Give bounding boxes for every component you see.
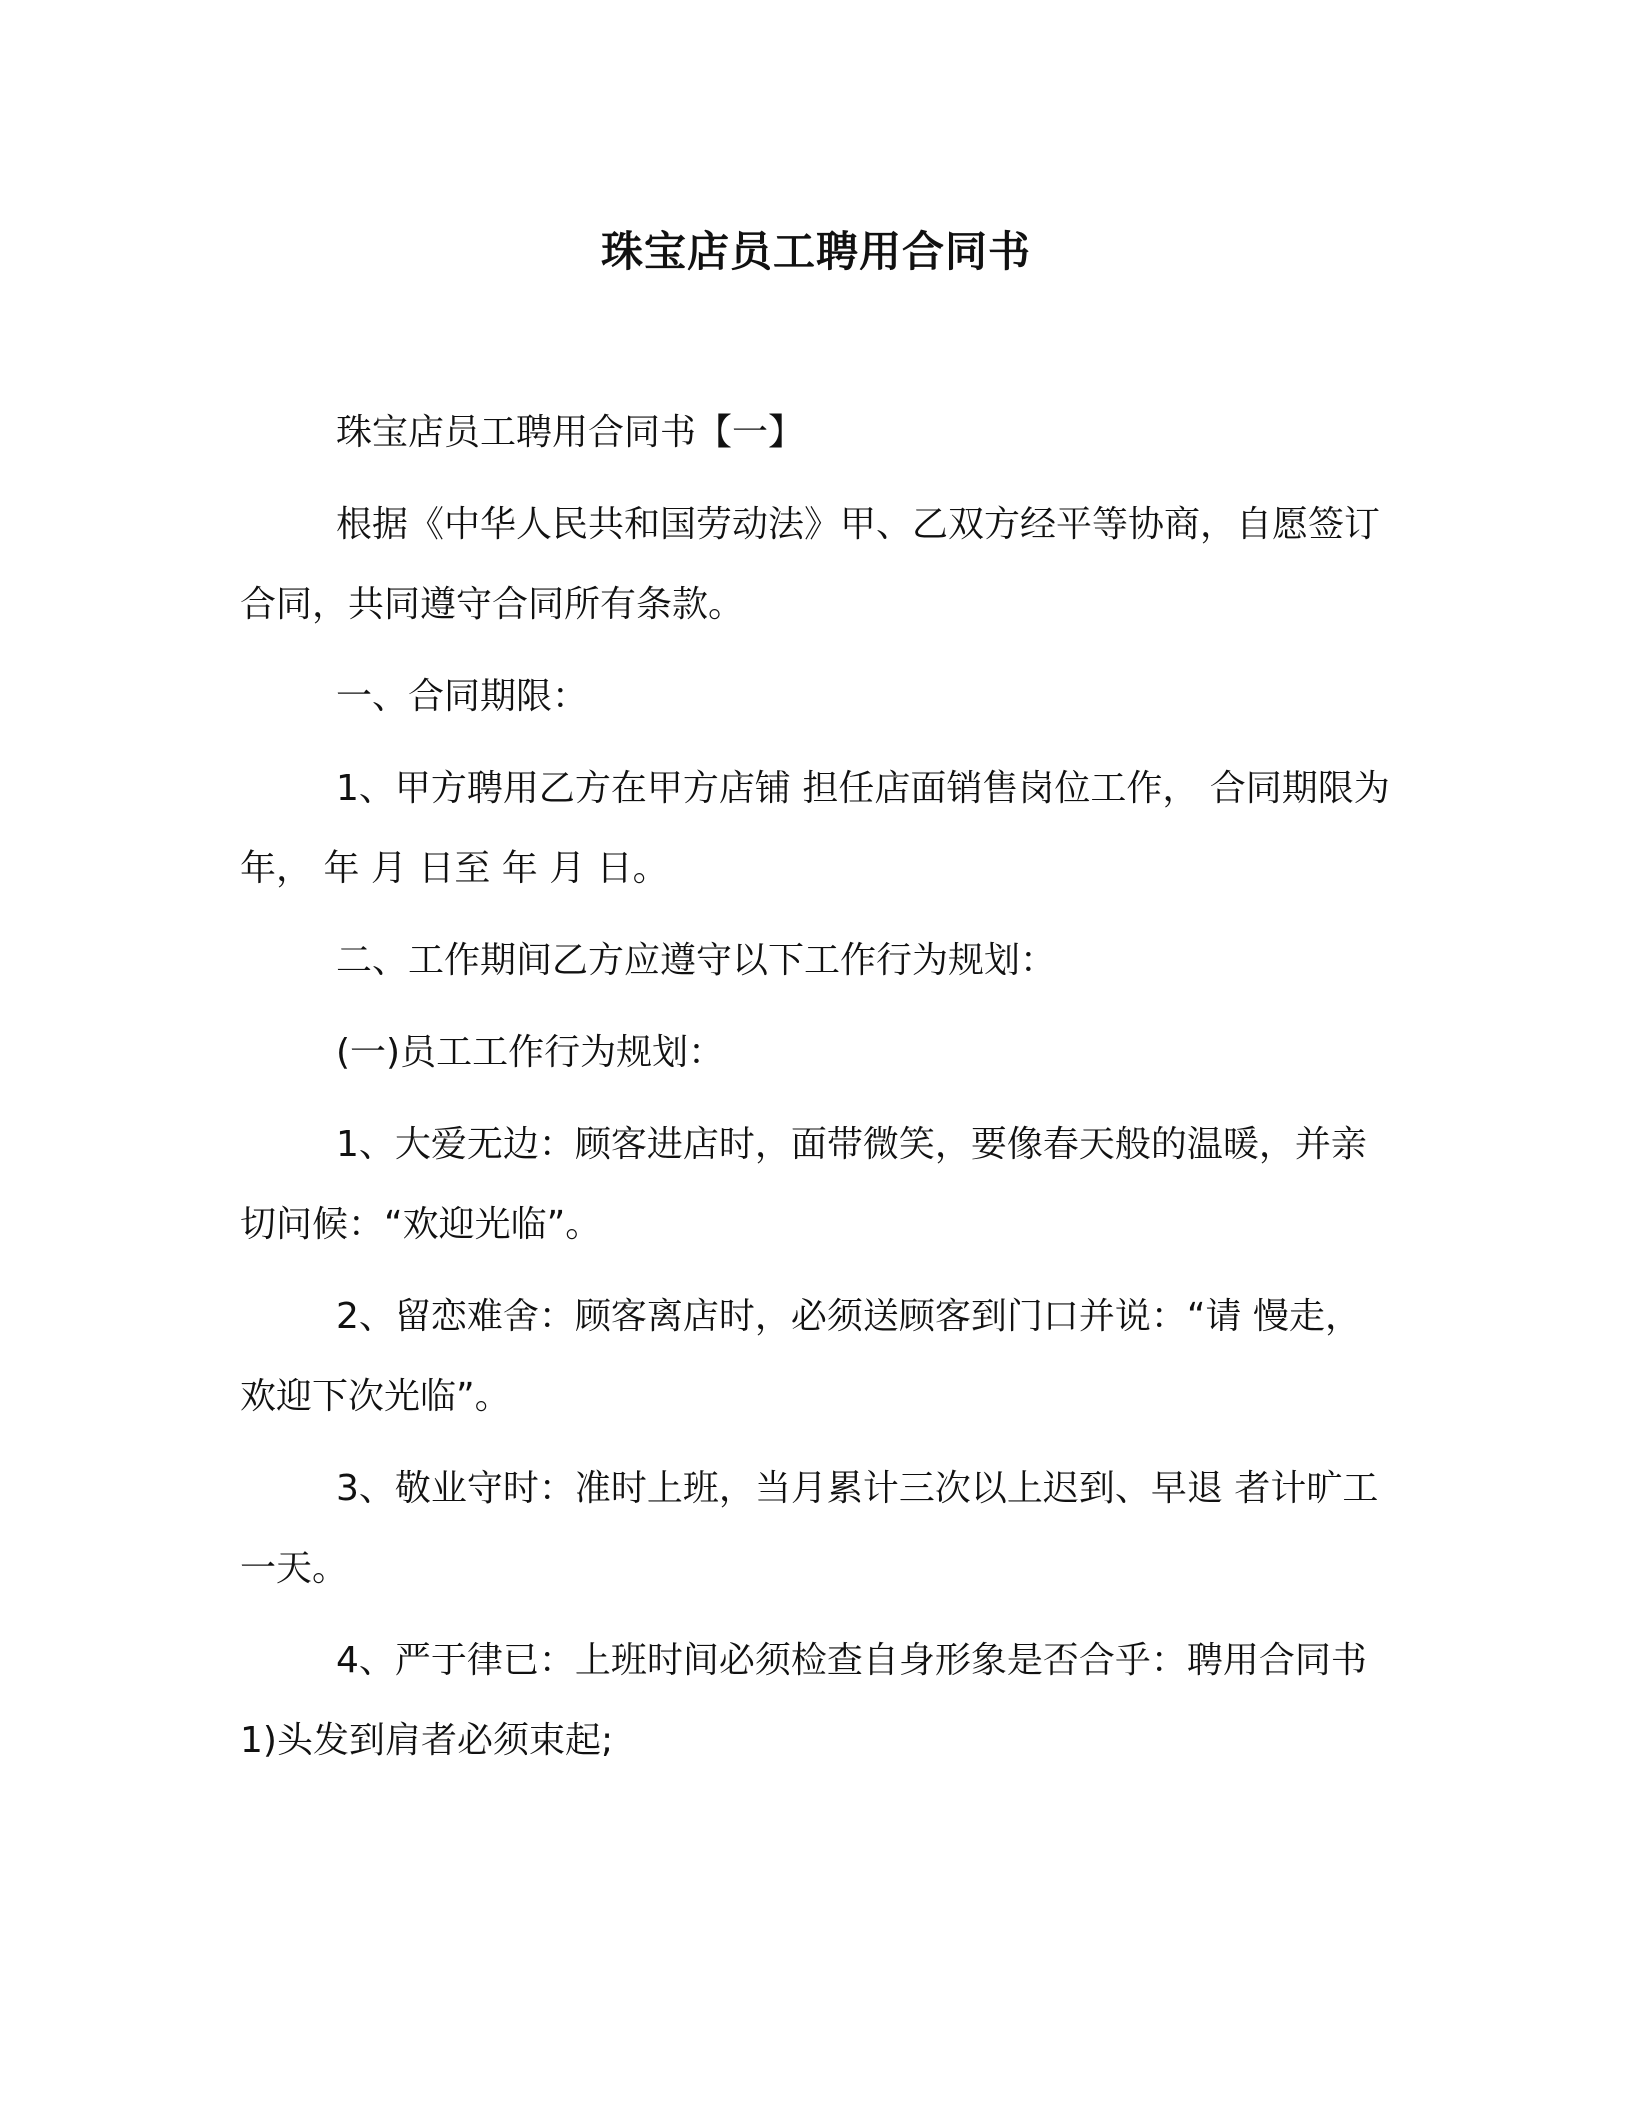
- paragraph-work-rules-heading: 二、工作期间乙方应遵守以下工作行为规划：: [336, 940, 1057, 981]
- paragraph-rule-2: 2、留恋难舍：顾客离店时，必须送顾客到门口并说：“请 慢走，欢迎下次光临”。: [240, 1296, 1361, 1417]
- paragraph-rule-4: 4、严于律已：上班时间必须检查自身形象是否合乎：聘用合同书 1)头发到肩者必须束起;: [240, 1640, 1367, 1761]
- document-body: [240, 393, 1390, 1781]
- paragraph-preamble: 根据《中华人民共和国劳动法》甲、乙双方经平等协商，自愿签订合同，共同遵守合同所有条款。: [240, 504, 1381, 625]
- document-title: 珠宝店员工聘用合同书: [600, 227, 1031, 276]
- paragraph-rule-1: 1、大爱无边：顾客进店时，面带微笑，要像春天般的温暖，并亲切问候：“欢迎光临”。: [240, 1124, 1367, 1245]
- paragraph-employee-rules-heading: (一)员工工作行为规划：: [336, 1032, 725, 1073]
- section-heading-1: 珠宝店员工聘用合同书【一】: [336, 412, 805, 453]
- paragraph-rule-3: 3、敬业守时：准时上班，当月累计三次以上迟到、早退 者计旷工一天。: [240, 1468, 1379, 1589]
- paragraph-contract-term: 1、甲方聘用乙方在甲方店铺 担任店面销售岗位工作， 合同期限为 年， 年 月 日至 年 月 日。: [240, 768, 1390, 889]
- paragraph-contract-term-heading: 一、合同期限：: [336, 676, 589, 717]
